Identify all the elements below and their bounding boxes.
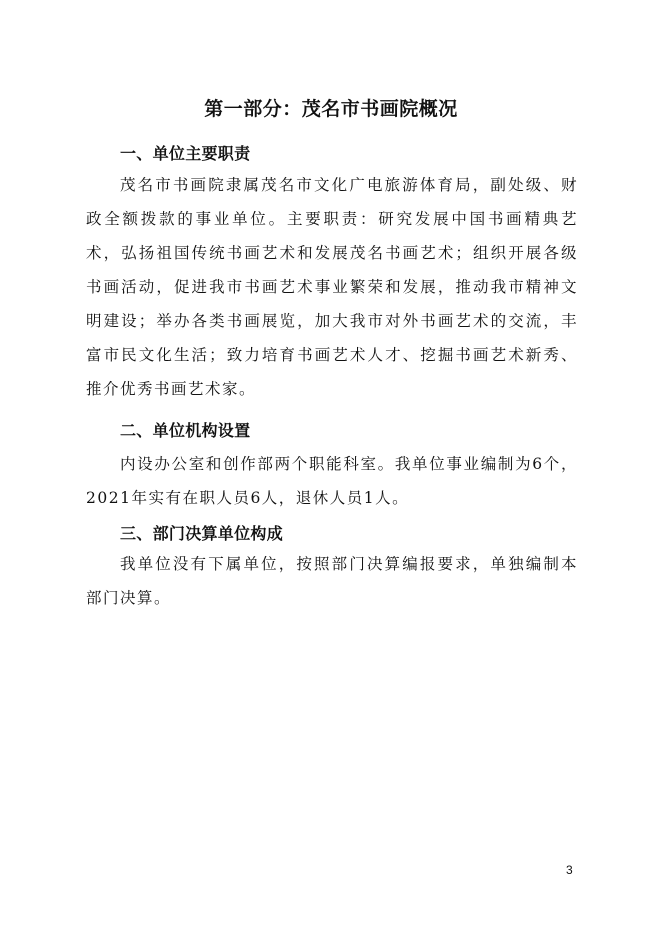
section-body-duties: 茂名市书画院隶属茂名市文化广电旅游体育局，副处级、财政全额拨款的事业单位。主要职责：研究发展中国书画精典艺术，弘扬祖国传统书画艺术和发展茂名书画艺术；组织开展各级书画活动，促进我市书画艺术事业繁荣和发展，推动我市精神文明建设；举办各类书画展览，加大我市对外书画艺术的交流，丰富市民文化生活；致力培育书画艺术人才、挖掘书画艺术新秀、推介优秀书画艺术家。 <box>86 176 578 398</box>
section-heading-composition: 三、部门决算单位构成 <box>120 524 284 543</box>
section-body-composition: 我单位没有下属单位，按照部门决算编报要求，单独编制本部门决算。 <box>86 555 578 607</box>
section-heading-structure: 二、单位机构设置 <box>120 421 251 440</box>
page-number: 3 <box>566 863 573 877</box>
section-body-structure: 内设办公室和创作部两个职能科室。我单位事业编制为6个，2021年实有在职人员6人，退休人员1人。 <box>86 455 578 507</box>
page-title: 第一部分：茂名市书画院概况 <box>204 98 458 120</box>
section-heading-duties: 一、单位主要职责 <box>120 144 251 163</box>
